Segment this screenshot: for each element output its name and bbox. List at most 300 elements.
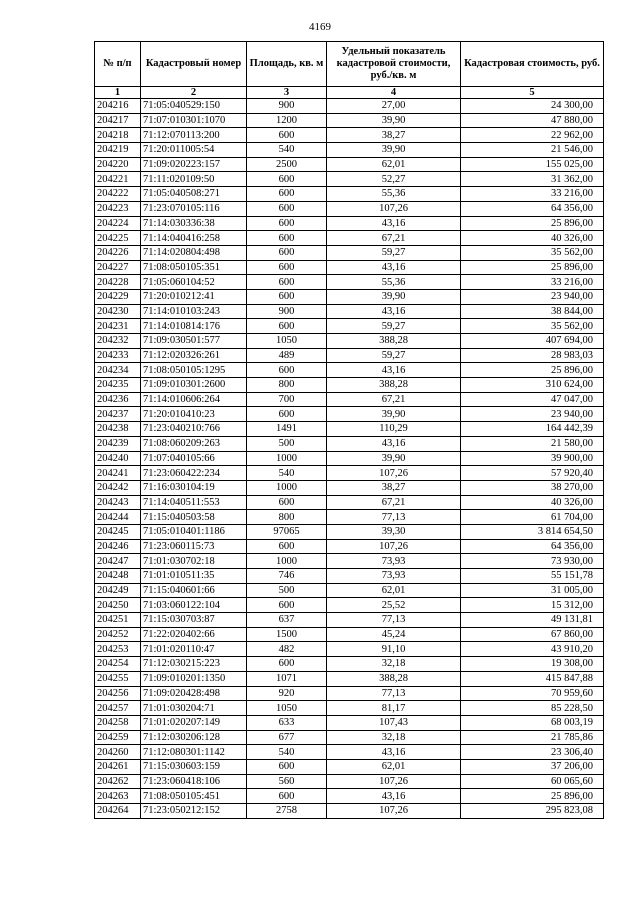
cadastral-number-cell: 71:20:010410:23 xyxy=(141,407,247,422)
table-row xyxy=(95,627,604,642)
cadastral-number-cell: 71:05:040508:271 xyxy=(141,187,247,202)
row-number-cell: 204244 xyxy=(95,510,141,525)
table-row xyxy=(95,730,604,745)
area-cell: 489 xyxy=(247,348,327,363)
cadastral-value-cell: 25 896,00 xyxy=(461,260,604,275)
cadastral-number-cell: 71:12:080301:1142 xyxy=(141,745,247,760)
table-row xyxy=(95,407,604,422)
table-row xyxy=(95,554,604,569)
cadastral-number-cell: 71:23:070105:116 xyxy=(141,201,247,216)
row-number-cell: 204256 xyxy=(95,686,141,701)
column-number: 5 xyxy=(461,87,604,99)
specific-value-cell: 107,26 xyxy=(327,804,461,819)
cadastral-number-cell: 71:12:030215:223 xyxy=(141,657,247,672)
area-cell: 1071 xyxy=(247,671,327,686)
row-number-cell: 204219 xyxy=(95,143,141,158)
area-cell: 1000 xyxy=(247,480,327,495)
specific-value-cell: 77,13 xyxy=(327,686,461,701)
cadastral-number-cell: 71:09:020223:157 xyxy=(141,157,247,172)
cadastral-number-cell: 71:07:040105:66 xyxy=(141,451,247,466)
cadastral-value-cell: 23 306,40 xyxy=(461,745,604,760)
row-number-cell: 204220 xyxy=(95,157,141,172)
header-area: Площадь, кв. м xyxy=(247,42,327,87)
area-cell: 540 xyxy=(247,466,327,481)
cadastral-number-cell: 71:05:010401:1186 xyxy=(141,524,247,539)
table-row xyxy=(95,289,604,304)
cadastral-value-cell: 155 025,00 xyxy=(461,157,604,172)
row-number-cell: 204217 xyxy=(95,113,141,128)
cadastral-value-cell: 22 962,00 xyxy=(461,128,604,143)
specific-value-cell: 67,21 xyxy=(327,495,461,510)
cadastral-number-cell: 71:23:060418:106 xyxy=(141,774,247,789)
area-cell: 482 xyxy=(247,642,327,657)
area-cell: 97065 xyxy=(247,524,327,539)
table-row xyxy=(95,466,604,481)
cadastral-number-cell: 71:15:040601:66 xyxy=(141,583,247,598)
table-row xyxy=(95,745,604,760)
cadastral-number-cell: 71:20:011005:54 xyxy=(141,143,247,158)
cadastral-value-cell: 21 546,00 xyxy=(461,143,604,158)
specific-value-cell: 52,27 xyxy=(327,172,461,187)
cadastral-number-cell: 71:15:030603:159 xyxy=(141,759,247,774)
area-cell: 600 xyxy=(247,201,327,216)
cadastral-value-cell: 23 940,00 xyxy=(461,289,604,304)
table-row xyxy=(95,422,604,437)
specific-value-cell: 91,10 xyxy=(327,642,461,657)
cadastral-value-cell: 33 216,00 xyxy=(461,187,604,202)
specific-value-cell: 73,93 xyxy=(327,569,461,584)
row-number-cell: 204233 xyxy=(95,348,141,363)
row-number-cell: 204236 xyxy=(95,392,141,407)
row-number-cell: 204226 xyxy=(95,245,141,260)
cadastral-value-cell: 31 362,00 xyxy=(461,172,604,187)
cadastral-number-cell: 71:12:020326:261 xyxy=(141,348,247,363)
cadastral-value-cell: 67 860,00 xyxy=(461,627,604,642)
area-cell: 800 xyxy=(247,510,327,525)
specific-value-cell: 43,16 xyxy=(327,216,461,231)
area-cell: 560 xyxy=(247,774,327,789)
cadastral-value-cell: 40 326,00 xyxy=(461,495,604,510)
area-cell: 600 xyxy=(247,789,327,804)
cadastral-value-cell: 49 131,81 xyxy=(461,613,604,628)
cadastral-number-cell: 71:09:010201:1350 xyxy=(141,671,247,686)
specific-value-cell: 67,21 xyxy=(327,231,461,246)
cadastral-value-cell: 23 940,00 xyxy=(461,407,604,422)
cadastral-number-cell: 71:14:040511:553 xyxy=(141,495,247,510)
cadastral-value-cell: 295 823,08 xyxy=(461,804,604,819)
row-number-cell: 204229 xyxy=(95,289,141,304)
cadastral-number-cell: 71:14:040416:258 xyxy=(141,231,247,246)
cadastral-value-cell: 61 704,00 xyxy=(461,510,604,525)
table-row xyxy=(95,480,604,495)
cadastral-number-cell: 71:09:020428:498 xyxy=(141,686,247,701)
column-number-row xyxy=(95,87,604,99)
row-number-cell: 204228 xyxy=(95,275,141,290)
specific-value-cell: 39,30 xyxy=(327,524,461,539)
cadastral-value-cell: 21 580,00 xyxy=(461,436,604,451)
cadastral-value-cell: 39 900,00 xyxy=(461,451,604,466)
table-row xyxy=(95,143,604,158)
cadastral-value-cell: 15 312,00 xyxy=(461,598,604,613)
table-row xyxy=(95,157,604,172)
table-row xyxy=(95,774,604,789)
specific-value-cell: 388,28 xyxy=(327,334,461,349)
cadastral-value-cell: 310 624,00 xyxy=(461,378,604,393)
area-cell: 746 xyxy=(247,569,327,584)
area-cell: 600 xyxy=(247,289,327,304)
specific-value-cell: 73,93 xyxy=(327,554,461,569)
area-cell: 2758 xyxy=(247,804,327,819)
table-row xyxy=(95,804,604,819)
row-number-cell: 204224 xyxy=(95,216,141,231)
table-row xyxy=(95,231,604,246)
specific-value-cell: 39,90 xyxy=(327,407,461,422)
area-cell: 633 xyxy=(247,715,327,730)
specific-value-cell: 38,27 xyxy=(327,128,461,143)
cadastral-number-cell: 71:03:060122:104 xyxy=(141,598,247,613)
area-cell: 1000 xyxy=(247,451,327,466)
specific-value-cell: 59,27 xyxy=(327,319,461,334)
area-cell: 600 xyxy=(247,363,327,378)
row-number-cell: 204237 xyxy=(95,407,141,422)
table-row xyxy=(95,657,604,672)
cadastral-number-cell: 71:01:010511:35 xyxy=(141,569,247,584)
page-number: 4169 xyxy=(309,21,331,33)
cadastral-value-cell: 19 308,00 xyxy=(461,657,604,672)
cadastral-number-cell: 71:05:060104:52 xyxy=(141,275,247,290)
area-cell: 637 xyxy=(247,613,327,628)
specific-value-cell: 77,13 xyxy=(327,613,461,628)
row-number-cell: 204241 xyxy=(95,466,141,481)
row-number-cell: 204239 xyxy=(95,436,141,451)
table-row xyxy=(95,99,604,114)
area-cell: 900 xyxy=(247,99,327,114)
row-number-cell: 204250 xyxy=(95,598,141,613)
area-cell: 600 xyxy=(247,495,327,510)
table-row xyxy=(95,245,604,260)
specific-value-cell: 32,18 xyxy=(327,657,461,672)
specific-value-cell: 388,28 xyxy=(327,378,461,393)
cadastral-value-cell: 57 920,40 xyxy=(461,466,604,481)
cadastral-value-cell: 38 844,00 xyxy=(461,304,604,319)
row-number-cell: 204218 xyxy=(95,128,141,143)
area-cell: 900 xyxy=(247,304,327,319)
specific-value-cell: 39,90 xyxy=(327,143,461,158)
table-row xyxy=(95,260,604,275)
cadastral-number-cell: 71:14:010814:176 xyxy=(141,319,247,334)
table-row xyxy=(95,715,604,730)
cadastral-number-cell: 71:15:040503:58 xyxy=(141,510,247,525)
area-cell: 600 xyxy=(247,759,327,774)
table-row xyxy=(95,378,604,393)
header-cadastral-number: Кадастровый номер xyxy=(141,42,247,87)
table-row xyxy=(95,495,604,510)
table-row xyxy=(95,701,604,716)
row-number-cell: 204251 xyxy=(95,613,141,628)
header-row xyxy=(95,42,604,87)
area-cell: 600 xyxy=(247,275,327,290)
specific-value-cell: 55,36 xyxy=(327,275,461,290)
table-row xyxy=(95,172,604,187)
cadastral-number-cell: 71:09:010301:2600 xyxy=(141,378,247,393)
row-number-cell: 204235 xyxy=(95,378,141,393)
table-row xyxy=(95,510,604,525)
column-number: 1 xyxy=(95,87,141,99)
row-number-cell: 204245 xyxy=(95,524,141,539)
cadastral-number-cell: 71:14:010606:264 xyxy=(141,392,247,407)
cadastral-value-cell: 85 228,50 xyxy=(461,701,604,716)
table-row xyxy=(95,613,604,628)
table-row xyxy=(95,539,604,554)
table-row xyxy=(95,671,604,686)
specific-value-cell: 62,01 xyxy=(327,759,461,774)
row-number-cell: 204246 xyxy=(95,539,141,554)
cadastral-number-cell: 71:01:030702:18 xyxy=(141,554,247,569)
table-row xyxy=(95,334,604,349)
cadastral-number-cell: 71:23:040210:766 xyxy=(141,422,247,437)
cadastral-value-cell: 33 216,00 xyxy=(461,275,604,290)
cadastral-value-cell: 35 562,00 xyxy=(461,319,604,334)
table-row xyxy=(95,216,604,231)
row-number-cell: 204258 xyxy=(95,715,141,730)
table-row xyxy=(95,187,604,202)
row-number-cell: 204230 xyxy=(95,304,141,319)
specific-value-cell: 67,21 xyxy=(327,392,461,407)
row-number-cell: 204263 xyxy=(95,789,141,804)
row-number-cell: 204260 xyxy=(95,745,141,760)
table-row xyxy=(95,789,604,804)
table-row xyxy=(95,128,604,143)
table-row xyxy=(95,304,604,319)
row-number-cell: 204238 xyxy=(95,422,141,437)
column-number: 4 xyxy=(327,87,461,99)
cadastral-value-cell: 21 785,86 xyxy=(461,730,604,745)
table-row xyxy=(95,524,604,539)
cadastral-number-cell: 71:09:030501:577 xyxy=(141,334,247,349)
area-cell: 1050 xyxy=(247,701,327,716)
area-cell: 600 xyxy=(247,539,327,554)
row-number-cell: 204261 xyxy=(95,759,141,774)
area-cell: 500 xyxy=(247,436,327,451)
header-cadastral-value: Кадастровая стоимость, руб. xyxy=(461,42,604,87)
cadastral-value-cell: 415 847,88 xyxy=(461,671,604,686)
row-number-cell: 204264 xyxy=(95,804,141,819)
cadastral-value-cell: 73 930,00 xyxy=(461,554,604,569)
cadastral-value-cell: 31 005,00 xyxy=(461,583,604,598)
cadastral-value-cell: 407 694,00 xyxy=(461,334,604,349)
cadastral-value-cell: 64 356,00 xyxy=(461,539,604,554)
area-cell: 600 xyxy=(247,128,327,143)
table-row xyxy=(95,583,604,598)
row-number-cell: 204249 xyxy=(95,583,141,598)
area-cell: 540 xyxy=(247,745,327,760)
row-number-cell: 204243 xyxy=(95,495,141,510)
row-number-cell: 204259 xyxy=(95,730,141,745)
row-number-cell: 204223 xyxy=(95,201,141,216)
cadastral-value-cell: 24 300,00 xyxy=(461,99,604,114)
table-row xyxy=(95,436,604,451)
cadastral-number-cell: 71:12:030206:128 xyxy=(141,730,247,745)
area-cell: 500 xyxy=(247,583,327,598)
row-number-cell: 204231 xyxy=(95,319,141,334)
specific-value-cell: 107,43 xyxy=(327,715,461,730)
specific-value-cell: 27,00 xyxy=(327,99,461,114)
table-row xyxy=(95,319,604,334)
specific-value-cell: 107,26 xyxy=(327,466,461,481)
area-cell: 920 xyxy=(247,686,327,701)
specific-value-cell: 43,16 xyxy=(327,260,461,275)
row-number-cell: 204248 xyxy=(95,569,141,584)
area-cell: 600 xyxy=(247,187,327,202)
column-number: 2 xyxy=(141,87,247,99)
cadastral-value-cell: 25 896,00 xyxy=(461,363,604,378)
specific-value-cell: 77,13 xyxy=(327,510,461,525)
area-cell: 600 xyxy=(247,245,327,260)
table-row xyxy=(95,451,604,466)
area-cell: 600 xyxy=(247,216,327,231)
specific-value-cell: 39,90 xyxy=(327,451,461,466)
table-body xyxy=(95,99,604,819)
cadastral-number-cell: 71:12:070113:200 xyxy=(141,128,247,143)
specific-value-cell: 45,24 xyxy=(327,627,461,642)
specific-value-cell: 110,29 xyxy=(327,422,461,437)
specific-value-cell: 62,01 xyxy=(327,157,461,172)
cadastral-value-cell: 47 880,00 xyxy=(461,113,604,128)
cadastral-number-cell: 71:11:020109:50 xyxy=(141,172,247,187)
cadastral-number-cell: 71:08:060209:263 xyxy=(141,436,247,451)
cadastral-value-cell: 60 065,60 xyxy=(461,774,604,789)
specific-value-cell: 32,18 xyxy=(327,730,461,745)
cadastral-number-cell: 71:01:020207:149 xyxy=(141,715,247,730)
area-cell: 800 xyxy=(247,378,327,393)
row-number-cell: 204257 xyxy=(95,701,141,716)
cadastral-number-cell: 71:15:030703:87 xyxy=(141,613,247,628)
table-row xyxy=(95,275,604,290)
row-number-cell: 204253 xyxy=(95,642,141,657)
table-row xyxy=(95,598,604,613)
cadastral-value-cell: 40 326,00 xyxy=(461,231,604,246)
cadastral-number-cell: 71:01:030204:71 xyxy=(141,701,247,716)
cadastral-value-cell: 55 151,78 xyxy=(461,569,604,584)
area-cell: 600 xyxy=(247,231,327,246)
table-row xyxy=(95,348,604,363)
table-row xyxy=(95,569,604,584)
row-number-cell: 204234 xyxy=(95,363,141,378)
table-row xyxy=(95,686,604,701)
cadastral-value-cell: 68 003,19 xyxy=(461,715,604,730)
area-cell: 1491 xyxy=(247,422,327,437)
specific-value-cell: 43,16 xyxy=(327,436,461,451)
cadastral-value-cell: 25 896,00 xyxy=(461,789,604,804)
cadastral-value-cell: 37 206,00 xyxy=(461,759,604,774)
specific-value-cell: 388,28 xyxy=(327,671,461,686)
cadastral-number-cell: 71:22:020402:66 xyxy=(141,627,247,642)
area-cell: 1000 xyxy=(247,554,327,569)
specific-value-cell: 38,27 xyxy=(327,480,461,495)
cadastral-number-cell: 71:16:030104:19 xyxy=(141,480,247,495)
area-cell: 600 xyxy=(247,407,327,422)
cadastral-number-cell: 71:07:010301:1070 xyxy=(141,113,247,128)
area-cell: 600 xyxy=(247,657,327,672)
specific-value-cell: 43,16 xyxy=(327,789,461,804)
row-number-cell: 204254 xyxy=(95,657,141,672)
cadastral-value-cell: 64 356,00 xyxy=(461,201,604,216)
cadastral-number-cell: 71:23:060422:234 xyxy=(141,466,247,481)
specific-value-cell: 55,36 xyxy=(327,187,461,202)
area-cell: 600 xyxy=(247,598,327,613)
area-cell: 2500 xyxy=(247,157,327,172)
cadastral-number-cell: 71:01:020110:47 xyxy=(141,642,247,657)
cadastral-number-cell: 71:05:040529:150 xyxy=(141,99,247,114)
table-row xyxy=(95,113,604,128)
cadastral-number-cell: 71:20:010212:41 xyxy=(141,289,247,304)
specific-value-cell: 62,01 xyxy=(327,583,461,598)
area-cell: 1050 xyxy=(247,334,327,349)
cadastral-number-cell: 71:14:010103:243 xyxy=(141,304,247,319)
row-number-cell: 204247 xyxy=(95,554,141,569)
area-cell: 700 xyxy=(247,392,327,407)
cadastral-number-cell: 71:14:030336:38 xyxy=(141,216,247,231)
row-number-cell: 204242 xyxy=(95,480,141,495)
cadastral-number-cell: 71:23:050212:152 xyxy=(141,804,247,819)
specific-value-cell: 107,26 xyxy=(327,201,461,216)
row-number-cell: 204221 xyxy=(95,172,141,187)
specific-value-cell: 107,26 xyxy=(327,774,461,789)
row-number-cell: 204225 xyxy=(95,231,141,246)
cadastral-value-cell: 70 959,60 xyxy=(461,686,604,701)
row-number-cell: 204222 xyxy=(95,187,141,202)
table-row xyxy=(95,201,604,216)
cadastral-number-cell: 71:08:050105:451 xyxy=(141,789,247,804)
cadastral-value-cell: 47 047,00 xyxy=(461,392,604,407)
row-number-cell: 204252 xyxy=(95,627,141,642)
cadastral-value-cell: 3 814 654,50 xyxy=(461,524,604,539)
cadastral-number-cell: 71:08:050105:1295 xyxy=(141,363,247,378)
specific-value-cell: 81,17 xyxy=(327,701,461,716)
area-cell: 600 xyxy=(247,319,327,334)
cadastral-value-cell: 43 910,20 xyxy=(461,642,604,657)
specific-value-cell: 43,16 xyxy=(327,363,461,378)
specific-value-cell: 107,26 xyxy=(327,539,461,554)
specific-value-cell: 43,16 xyxy=(327,745,461,760)
table-row xyxy=(95,642,604,657)
column-number: 3 xyxy=(247,87,327,99)
row-number-cell: 204240 xyxy=(95,451,141,466)
cadastral-value-cell: 35 562,00 xyxy=(461,245,604,260)
specific-value-cell: 39,90 xyxy=(327,289,461,304)
table-row xyxy=(95,759,604,774)
cadastral-number-cell: 71:14:020804:498 xyxy=(141,245,247,260)
cadastral-value-cell: 164 442,39 xyxy=(461,422,604,437)
cadastral-value-cell: 25 896,00 xyxy=(461,216,604,231)
row-number-cell: 204216 xyxy=(95,99,141,114)
header-specific-value: Удельный показатель кадастровой стоимости, руб./кв. м xyxy=(327,42,461,87)
specific-value-cell: 59,27 xyxy=(327,245,461,260)
specific-value-cell: 59,27 xyxy=(327,348,461,363)
cadastral-number-cell: 71:23:060115:73 xyxy=(141,539,247,554)
row-number-cell: 204227 xyxy=(95,260,141,275)
area-cell: 1500 xyxy=(247,627,327,642)
cadastral-value-cell: 38 270,00 xyxy=(461,480,604,495)
cadastral-number-cell: 71:08:050105:351 xyxy=(141,260,247,275)
header-row-number: № п/п xyxy=(95,42,141,87)
specific-value-cell: 39,90 xyxy=(327,113,461,128)
specific-value-cell: 43,16 xyxy=(327,304,461,319)
cadastral-value-table xyxy=(94,41,604,819)
area-cell: 600 xyxy=(247,260,327,275)
table-row xyxy=(95,392,604,407)
area-cell: 677 xyxy=(247,730,327,745)
